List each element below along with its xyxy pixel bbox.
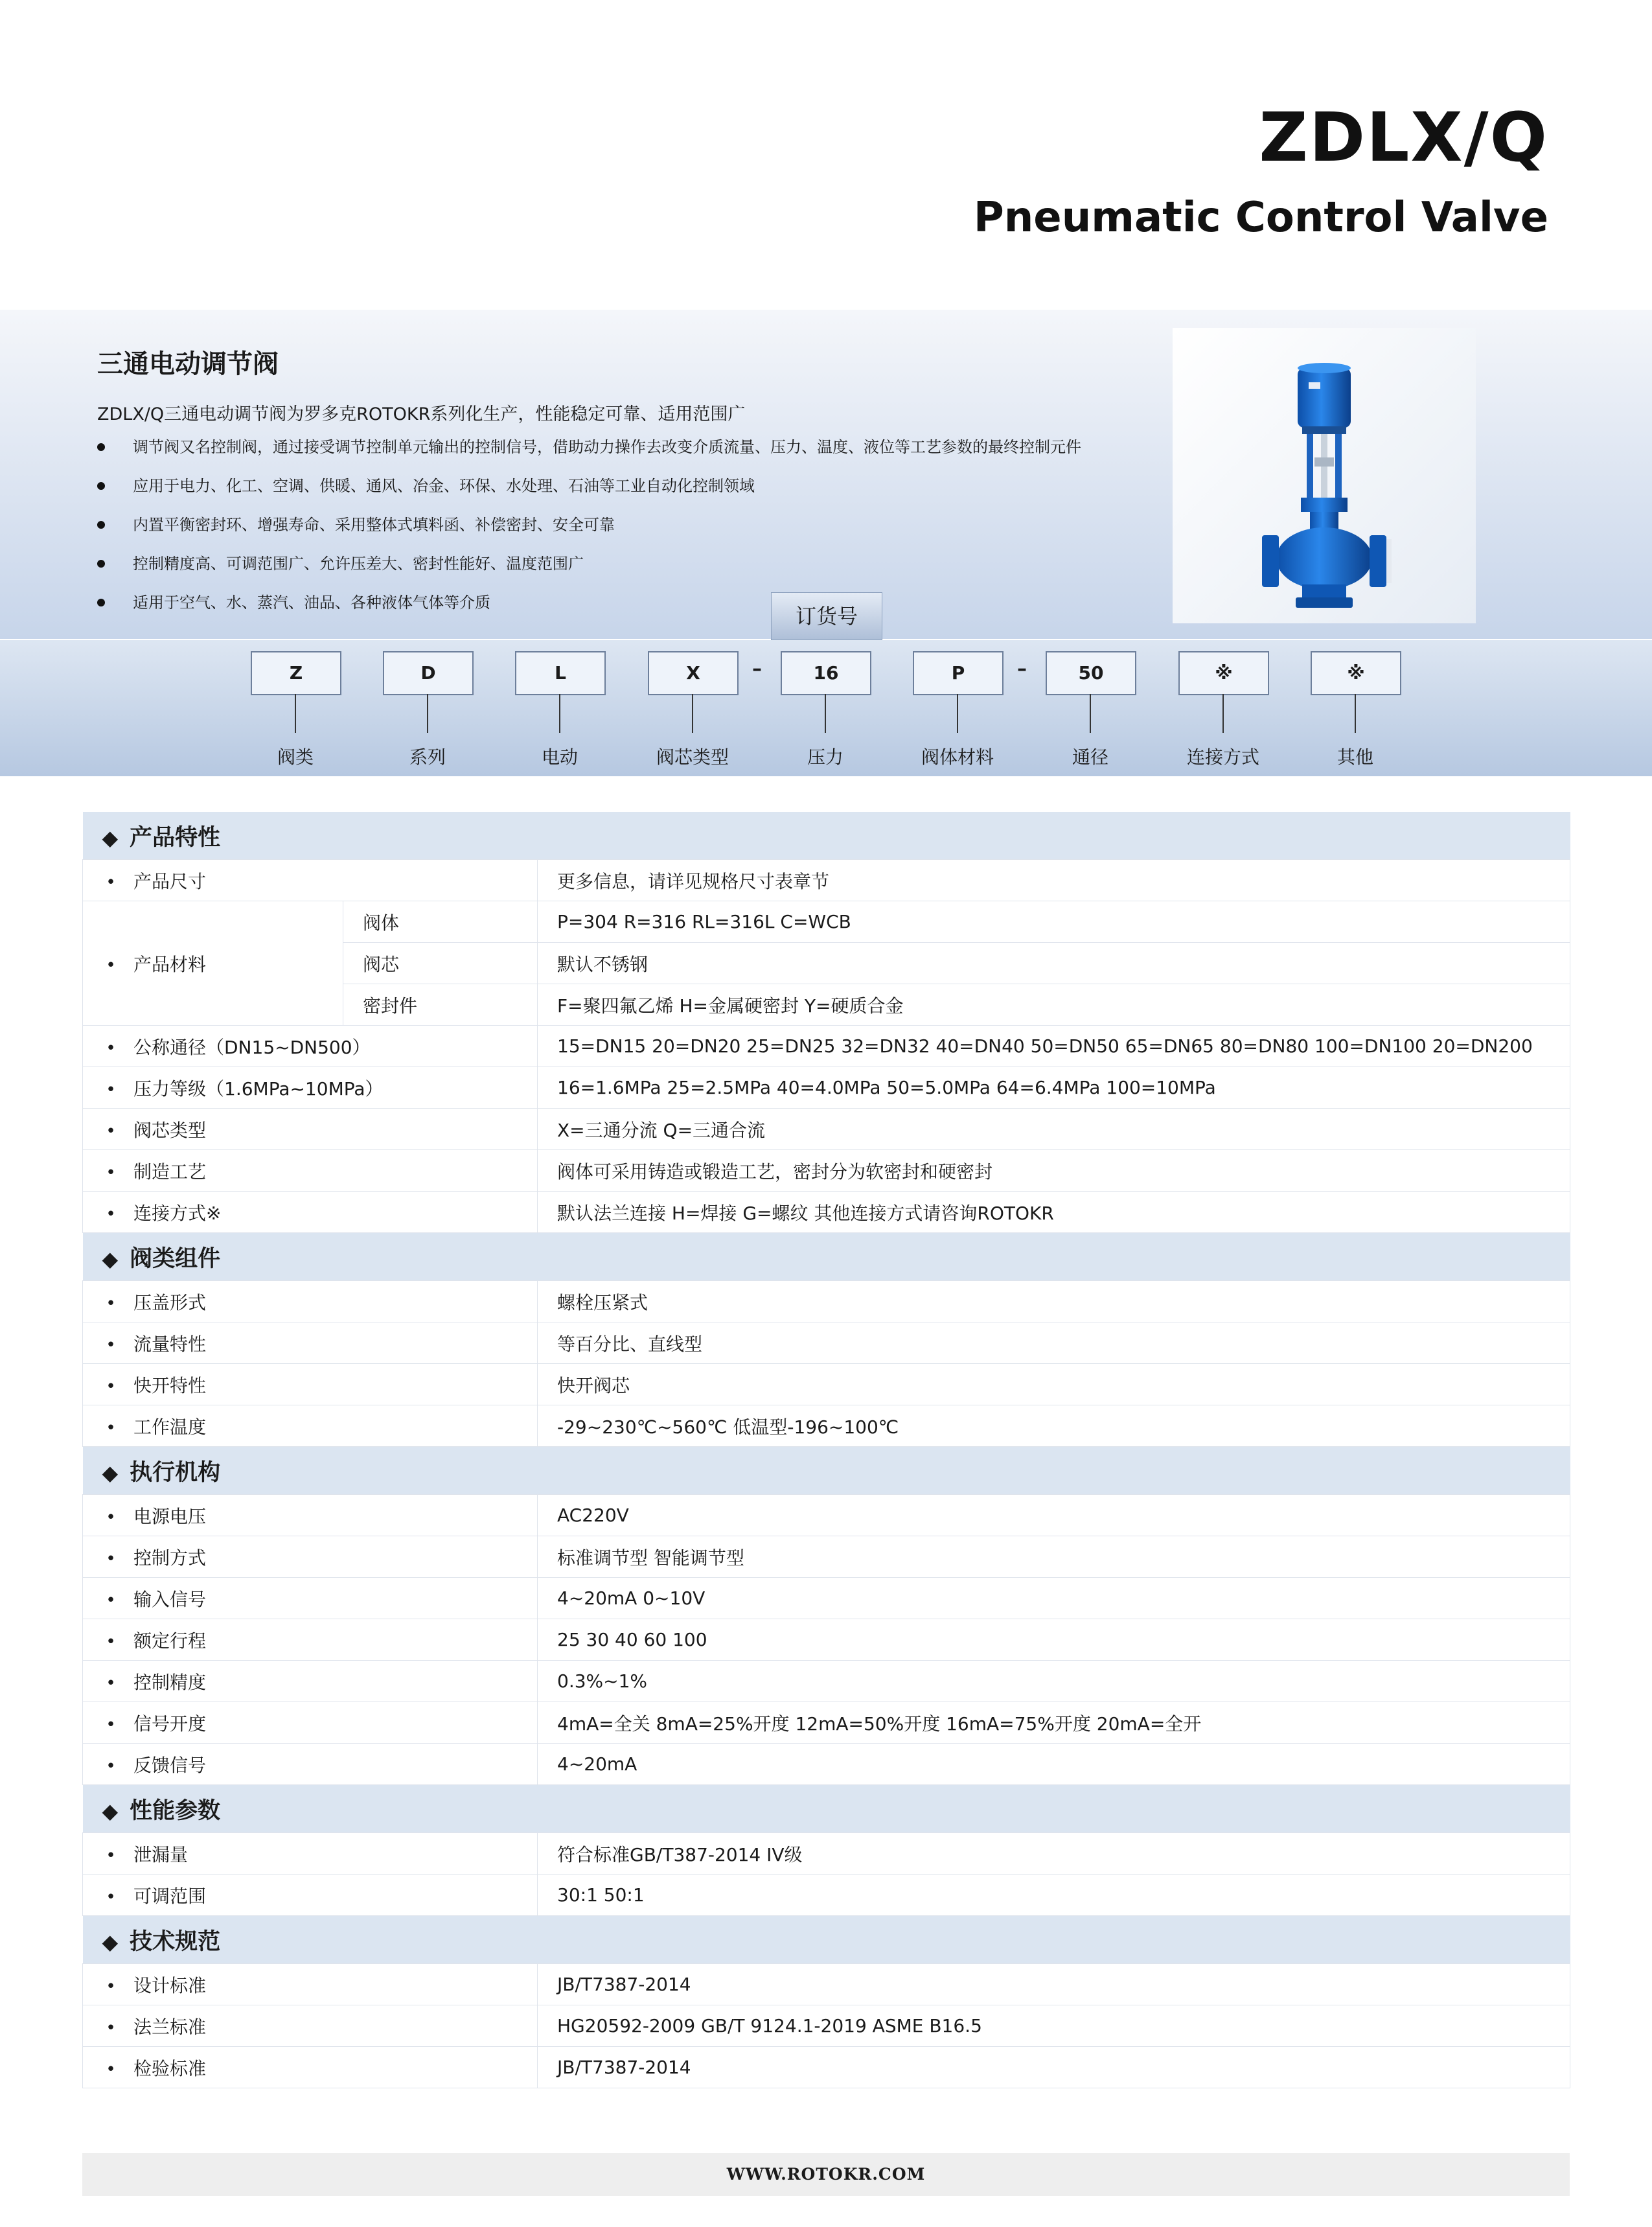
table-row xyxy=(83,901,1570,943)
table-row xyxy=(83,2005,1570,2047)
spec-table xyxy=(82,812,1570,2088)
row-value: 默认法兰连接 H=焊接 G=螺纹 其他连接方式请咨询ROTOKR xyxy=(538,1192,1570,1233)
table-row xyxy=(83,1578,1570,1619)
section-header-actuator xyxy=(83,1447,1570,1495)
row-label: 阀芯类型 xyxy=(133,1119,207,1141)
row-value: 30:1 50:1 xyxy=(538,1875,1570,1916)
bullet-icon: • xyxy=(106,2059,116,2079)
row-label: 产品尺寸 xyxy=(133,870,207,892)
hero-bullet: 调节阀又名控制阀，通过接受调节控制单元输出的控制信号，借助动力操作去改变介质流量、压力、温度、液位等工艺参数的最终控制元件 xyxy=(97,428,1081,467)
bullet-icon: • xyxy=(106,955,116,975)
code-connector-line xyxy=(1222,694,1224,733)
row-value: 25 30 40 60 100 xyxy=(538,1619,1570,1661)
table-row xyxy=(83,1619,1570,1661)
row-label: 连接方式※ xyxy=(133,1202,222,1224)
diamond-icon: ◆ xyxy=(102,1460,119,1485)
table-row xyxy=(83,1661,1570,1702)
row-label: 流量特性 xyxy=(133,1333,207,1355)
product-model: ZDLX/Q xyxy=(1259,98,1548,177)
bullet-icon: • xyxy=(106,1976,116,1996)
diamond-icon: ◆ xyxy=(102,1929,119,1954)
row-value: 符合标准GB/T387-2014 IV级 xyxy=(538,1833,1570,1875)
section-header-components xyxy=(83,1233,1570,1281)
section-header-performance xyxy=(83,1785,1570,1833)
code-box-core-type: X xyxy=(648,651,739,695)
bullet-icon: • xyxy=(106,1714,116,1735)
table-row xyxy=(83,1322,1570,1364)
row-label: 法兰标准 xyxy=(133,2016,207,2038)
product-subtitle: Pneumatic Control Valve xyxy=(973,194,1548,242)
row-value: X=三通分流 Q=三通合流 xyxy=(538,1109,1570,1150)
section-title: 技术规范 xyxy=(130,1928,221,1955)
row-label: 额定行程 xyxy=(133,1630,207,1652)
code-label: 电动 xyxy=(541,746,578,768)
row-label: 压力等级（1.6MPa~10MPa） xyxy=(133,1078,384,1100)
row-label: 工作温度 xyxy=(133,1416,207,1438)
row-value: P=304 R=316 RL=316L C=WCB xyxy=(538,901,1570,943)
hero-bullet: 适用于空气、水、蒸汽、油品、各种液体气体等介质 xyxy=(97,583,1081,622)
table-row xyxy=(83,1964,1570,2005)
bullet-icon: • xyxy=(106,1507,116,1527)
table-row xyxy=(83,1702,1570,1744)
code-box-valve-type: Z xyxy=(251,651,341,695)
code-box-electric: L xyxy=(515,651,606,695)
bullet-icon: • xyxy=(106,1038,116,1058)
diamond-icon: ◆ xyxy=(102,1246,119,1271)
row-value: HG20592-2009 GB/T 9124.1-2019 ASME B16.5 xyxy=(538,2005,1570,2047)
section-header-features xyxy=(83,812,1570,860)
table-row xyxy=(83,1192,1570,1233)
row-label: 反馈信号 xyxy=(133,1754,207,1776)
code-connector-line xyxy=(1355,694,1356,733)
row-value: 螺栓压紧式 xyxy=(538,1281,1570,1322)
row-sublabel: 阀体 xyxy=(343,901,538,943)
bullet-icon: • xyxy=(106,1418,116,1438)
code-label: 连接方式 xyxy=(1186,746,1259,768)
row-value: AC220V xyxy=(538,1495,1570,1536)
table-row xyxy=(83,1026,1570,1067)
table-row xyxy=(83,1067,1570,1109)
footer-website[interactable]: WWW.ROTOKR.COM xyxy=(82,2153,1570,2196)
table-row xyxy=(83,1495,1570,1536)
table-row xyxy=(83,1875,1570,1916)
bullet-icon: • xyxy=(106,1204,116,1224)
section-title: 执行机构 xyxy=(130,1459,221,1486)
section-title: 产品特性 xyxy=(130,824,221,851)
hero-bullet: 应用于电力、化工、空调、供暖、通风、冶金、环保、水处理、石油等工业自动化控制领域 xyxy=(97,467,1081,505)
table-row xyxy=(83,1744,1570,1785)
row-label: 输入信号 xyxy=(133,1588,207,1610)
row-value: 0.3%~1% xyxy=(538,1661,1570,1702)
section-title: 性能参数 xyxy=(130,1797,221,1824)
row-label: 快开特性 xyxy=(133,1374,207,1396)
code-label: 阀芯类型 xyxy=(656,746,729,768)
bullet-icon: • xyxy=(106,1673,116,1693)
row-value: 4mA=全关 8mA=25%开度 12mA=50%开度 16mA=75%开度 20mA=全开 xyxy=(538,1702,1570,1744)
code-connector-line xyxy=(957,694,958,733)
row-label: 公称通径（DN15~DN500） xyxy=(133,1036,371,1058)
code-box-other: ※ xyxy=(1311,651,1401,695)
code-box-body-material: P xyxy=(913,651,1004,695)
row-value: 默认不锈钢 xyxy=(538,943,1570,984)
hero-bullet: 控制精度高、可调范围广、允许压差大、密封性能好、温度范围广 xyxy=(97,544,1081,583)
section-header-standards xyxy=(83,1916,1570,1964)
bullet-icon: • xyxy=(106,1845,116,1865)
code-label: 阀类 xyxy=(277,746,314,768)
row-value: JB/T7387-2014 xyxy=(538,2047,1570,2088)
valve-illustration xyxy=(1173,328,1476,623)
hero-bullet: 内置平衡密封环、增强寿命、采用整体式填料函、补偿密封、安全可靠 xyxy=(97,505,1081,544)
row-value: 阀体可采用铸造或锻造工艺，密封分为软密封和硬密封 xyxy=(538,1150,1570,1192)
hero-title: 三通电动调节阀 xyxy=(97,349,279,379)
row-value: 等百分比、直线型 xyxy=(538,1322,1570,1364)
row-label: 泄漏量 xyxy=(133,1843,189,1865)
diamond-icon: ◆ xyxy=(102,1798,119,1823)
table-row xyxy=(83,2047,1570,2088)
row-label: 控制精度 xyxy=(133,1671,207,1693)
bullet-icon: • xyxy=(106,2018,116,2038)
row-label: 电源电压 xyxy=(133,1505,207,1527)
code-box-series: D xyxy=(383,651,474,695)
bullet-icon: • xyxy=(106,1756,116,1776)
diamond-icon: ◆ xyxy=(102,825,119,850)
bullet-icon: • xyxy=(106,1079,116,1100)
row-value: 更多信息，请详见规格尺寸表章节 xyxy=(538,860,1570,901)
row-value: 4~20mA 0~10V xyxy=(538,1578,1570,1619)
row-label: 信号开度 xyxy=(133,1713,207,1735)
code-dash: – xyxy=(752,658,762,680)
row-label: 压盖形式 xyxy=(133,1291,207,1313)
code-connector-line xyxy=(427,694,428,733)
table-row xyxy=(83,1405,1570,1447)
row-sublabel: 阀芯 xyxy=(343,943,538,984)
title-block xyxy=(973,98,1548,242)
bullet-icon: • xyxy=(106,1335,116,1355)
row-value: 16=1.6MPa 25=2.5MPa 40=4.0MPa 50=5.0MPa 64=6.4MPa 100=10MPa xyxy=(538,1067,1570,1109)
row-value: 标准调节型 智能调节型 xyxy=(538,1536,1570,1578)
code-connector-line xyxy=(825,694,826,733)
order-code-tab: 订货号 xyxy=(771,592,882,640)
section-title: 阀类组件 xyxy=(130,1245,221,1272)
row-label: 可调范围 xyxy=(133,1885,207,1907)
table-row xyxy=(83,860,1570,901)
row-value: F=聚四氟乙烯 H=金属硬密封 Y=硬质合金 xyxy=(538,984,1570,1026)
row-sublabel: 密封件 xyxy=(343,984,538,1026)
code-box-diameter: 50 xyxy=(1046,651,1136,695)
bullet-icon: • xyxy=(106,872,116,892)
bullet-icon: • xyxy=(106,1549,116,1569)
table-row xyxy=(83,1536,1570,1578)
code-label: 压力 xyxy=(807,746,843,768)
row-label: 设计标准 xyxy=(133,1974,207,1996)
table-row xyxy=(83,1833,1570,1875)
hero-bullet-list xyxy=(97,428,1081,622)
row-value: 15=DN15 20=DN20 25=DN25 32=DN32 40=DN40 50=DN50 65=DN65 80=DN80 100=DN100 20=DN200 xyxy=(538,1026,1570,1067)
code-box-pressure: 16 xyxy=(781,651,871,695)
code-box-connection: ※ xyxy=(1178,651,1269,695)
bullet-icon: • xyxy=(106,1590,116,1610)
hero-description: ZDLX/Q三通电动调节阀为罗多克ROTOKR系列化生产，性能稳定可靠、适用范围广 xyxy=(97,404,746,424)
code-connector-line xyxy=(559,694,560,733)
row-value: 4~20mA xyxy=(538,1744,1570,1785)
row-label: 制造工艺 xyxy=(133,1160,207,1183)
bullet-icon: • xyxy=(106,1293,116,1313)
bullet-icon: • xyxy=(106,1376,116,1396)
code-label: 通径 xyxy=(1072,746,1108,768)
row-label: 产品材料 xyxy=(133,953,207,975)
row-label: 控制方式 xyxy=(133,1547,207,1569)
row-value: 快开阀芯 xyxy=(538,1364,1570,1405)
table-row xyxy=(83,1281,1570,1322)
table-row xyxy=(83,1150,1570,1192)
code-dash: – xyxy=(1017,658,1027,680)
bullet-icon: • xyxy=(106,1162,116,1183)
code-label: 其他 xyxy=(1337,746,1373,768)
code-label: 阀体材料 xyxy=(921,746,994,768)
table-row xyxy=(83,1364,1570,1405)
row-label: 检验标准 xyxy=(133,2057,207,2079)
code-connector-line xyxy=(295,694,296,733)
bullet-icon: • xyxy=(106,1887,116,1907)
bullet-icon: • xyxy=(106,1632,116,1652)
code-label: 系列 xyxy=(409,746,446,768)
row-value: -29~230℃~560℃ 低温型-196~100℃ xyxy=(538,1405,1570,1447)
table-row xyxy=(83,1109,1570,1150)
code-connector-line xyxy=(1090,694,1091,733)
bullet-icon: • xyxy=(106,1121,116,1141)
code-connector-line xyxy=(692,694,693,733)
row-value: JB/T7387-2014 xyxy=(538,1964,1570,2005)
product-photo xyxy=(1173,328,1476,623)
